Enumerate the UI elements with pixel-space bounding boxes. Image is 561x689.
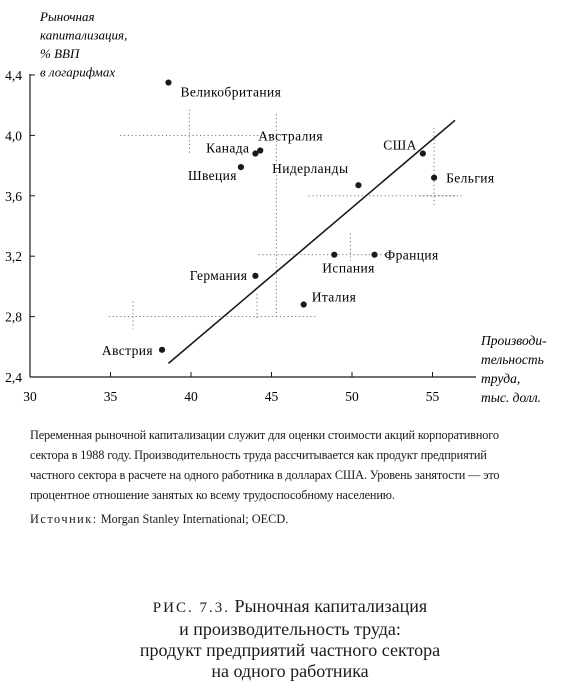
- y-tick-label: 2,8: [5, 309, 22, 325]
- x-tick-label: 40: [184, 389, 198, 404]
- x-tick-label: 35: [103, 389, 118, 404]
- point-label: Австралия: [258, 128, 323, 144]
- x-tick-label: 55: [425, 389, 440, 404]
- caption-prefix: РИС. 7.3.: [152, 600, 230, 616]
- chart-notes: [30, 425, 530, 529]
- data-point: [252, 150, 258, 156]
- data-point: [238, 164, 244, 170]
- x-tick-label: 50: [345, 389, 359, 404]
- x-tick-label: 45: [264, 389, 279, 404]
- caption-line-2: и производительность труда:: [179, 619, 401, 639]
- x-axis-title-line: Производи-: [481, 333, 547, 348]
- data-point: [252, 273, 258, 279]
- caption-line-3: продукт предприятий частного сектора: [139, 640, 441, 660]
- source-text: Morgan Stanley International; OECD.: [97, 512, 289, 526]
- y-axis-title-line: капитализация,: [40, 27, 128, 43]
- x-tick-label: 30: [23, 389, 37, 404]
- data-point: [165, 79, 171, 85]
- point-label: Канада: [206, 140, 250, 156]
- y-tick-label: 4,4: [5, 68, 22, 83]
- trend-line: [168, 120, 455, 363]
- point-label: Швеция: [187, 168, 237, 184]
- data-point: [301, 301, 307, 307]
- data-points: [102, 79, 495, 357]
- source-line: [30, 509, 530, 529]
- data-point: [159, 347, 165, 353]
- y-tick-label: 3,6: [5, 188, 22, 204]
- x-axis-title: [480, 333, 547, 405]
- axes: [30, 74, 476, 377]
- y-axis-title: [39, 9, 127, 80]
- data-point: [431, 175, 437, 181]
- point-label: Франция: [384, 247, 439, 263]
- axis-ticks: [5, 68, 439, 404]
- source-label: Источник:: [30, 512, 98, 526]
- y-axis-title-line: Рыночная: [40, 9, 95, 24]
- point-label: Нидерланды: [272, 161, 349, 177]
- caption-title-1: Рыночная капитализация: [234, 596, 428, 616]
- notes-text: Переменная рыночной капитализации служит для оценки стоимости акций корпоративного сектора в 1988 году. Производительность труда рассчитывается как продукт предприятий частного сектора в расчете на одного работника в долларах США. Уровень занятости — это процентное отношение занятых ко всему трудоспособному населению.: [30, 428, 500, 502]
- y-tick-label: 2,4: [5, 370, 22, 385]
- point-label: Австрия: [101, 342, 154, 358]
- x-axis-title-line: тельность: [481, 352, 544, 367]
- y-tick-label: 3,2: [5, 249, 22, 265]
- data-point: [355, 182, 361, 188]
- y-tick-label: 4,0: [5, 128, 22, 144]
- y-axis-title-line: % ВВП: [40, 46, 80, 61]
- x-axis-title-line: труда,: [481, 371, 521, 386]
- data-point: [420, 150, 426, 156]
- point-label: Великобритания: [180, 84, 282, 100]
- data-point: [331, 252, 337, 258]
- data-point: [371, 252, 377, 258]
- caption-line-4: на одного работника: [211, 661, 369, 681]
- y-axis-title-line: в логарифмах: [40, 64, 116, 80]
- figure-caption: [20, 596, 560, 682]
- point-label: Германия: [189, 267, 248, 283]
- caption-line-1: [20, 596, 560, 619]
- point-label: США: [383, 137, 417, 153]
- point-label: Испания: [322, 260, 375, 276]
- x-axis-title-line: тыс. долл.: [481, 390, 542, 405]
- point-label: Италия: [311, 289, 357, 305]
- point-label: Бельгия: [446, 170, 495, 186]
